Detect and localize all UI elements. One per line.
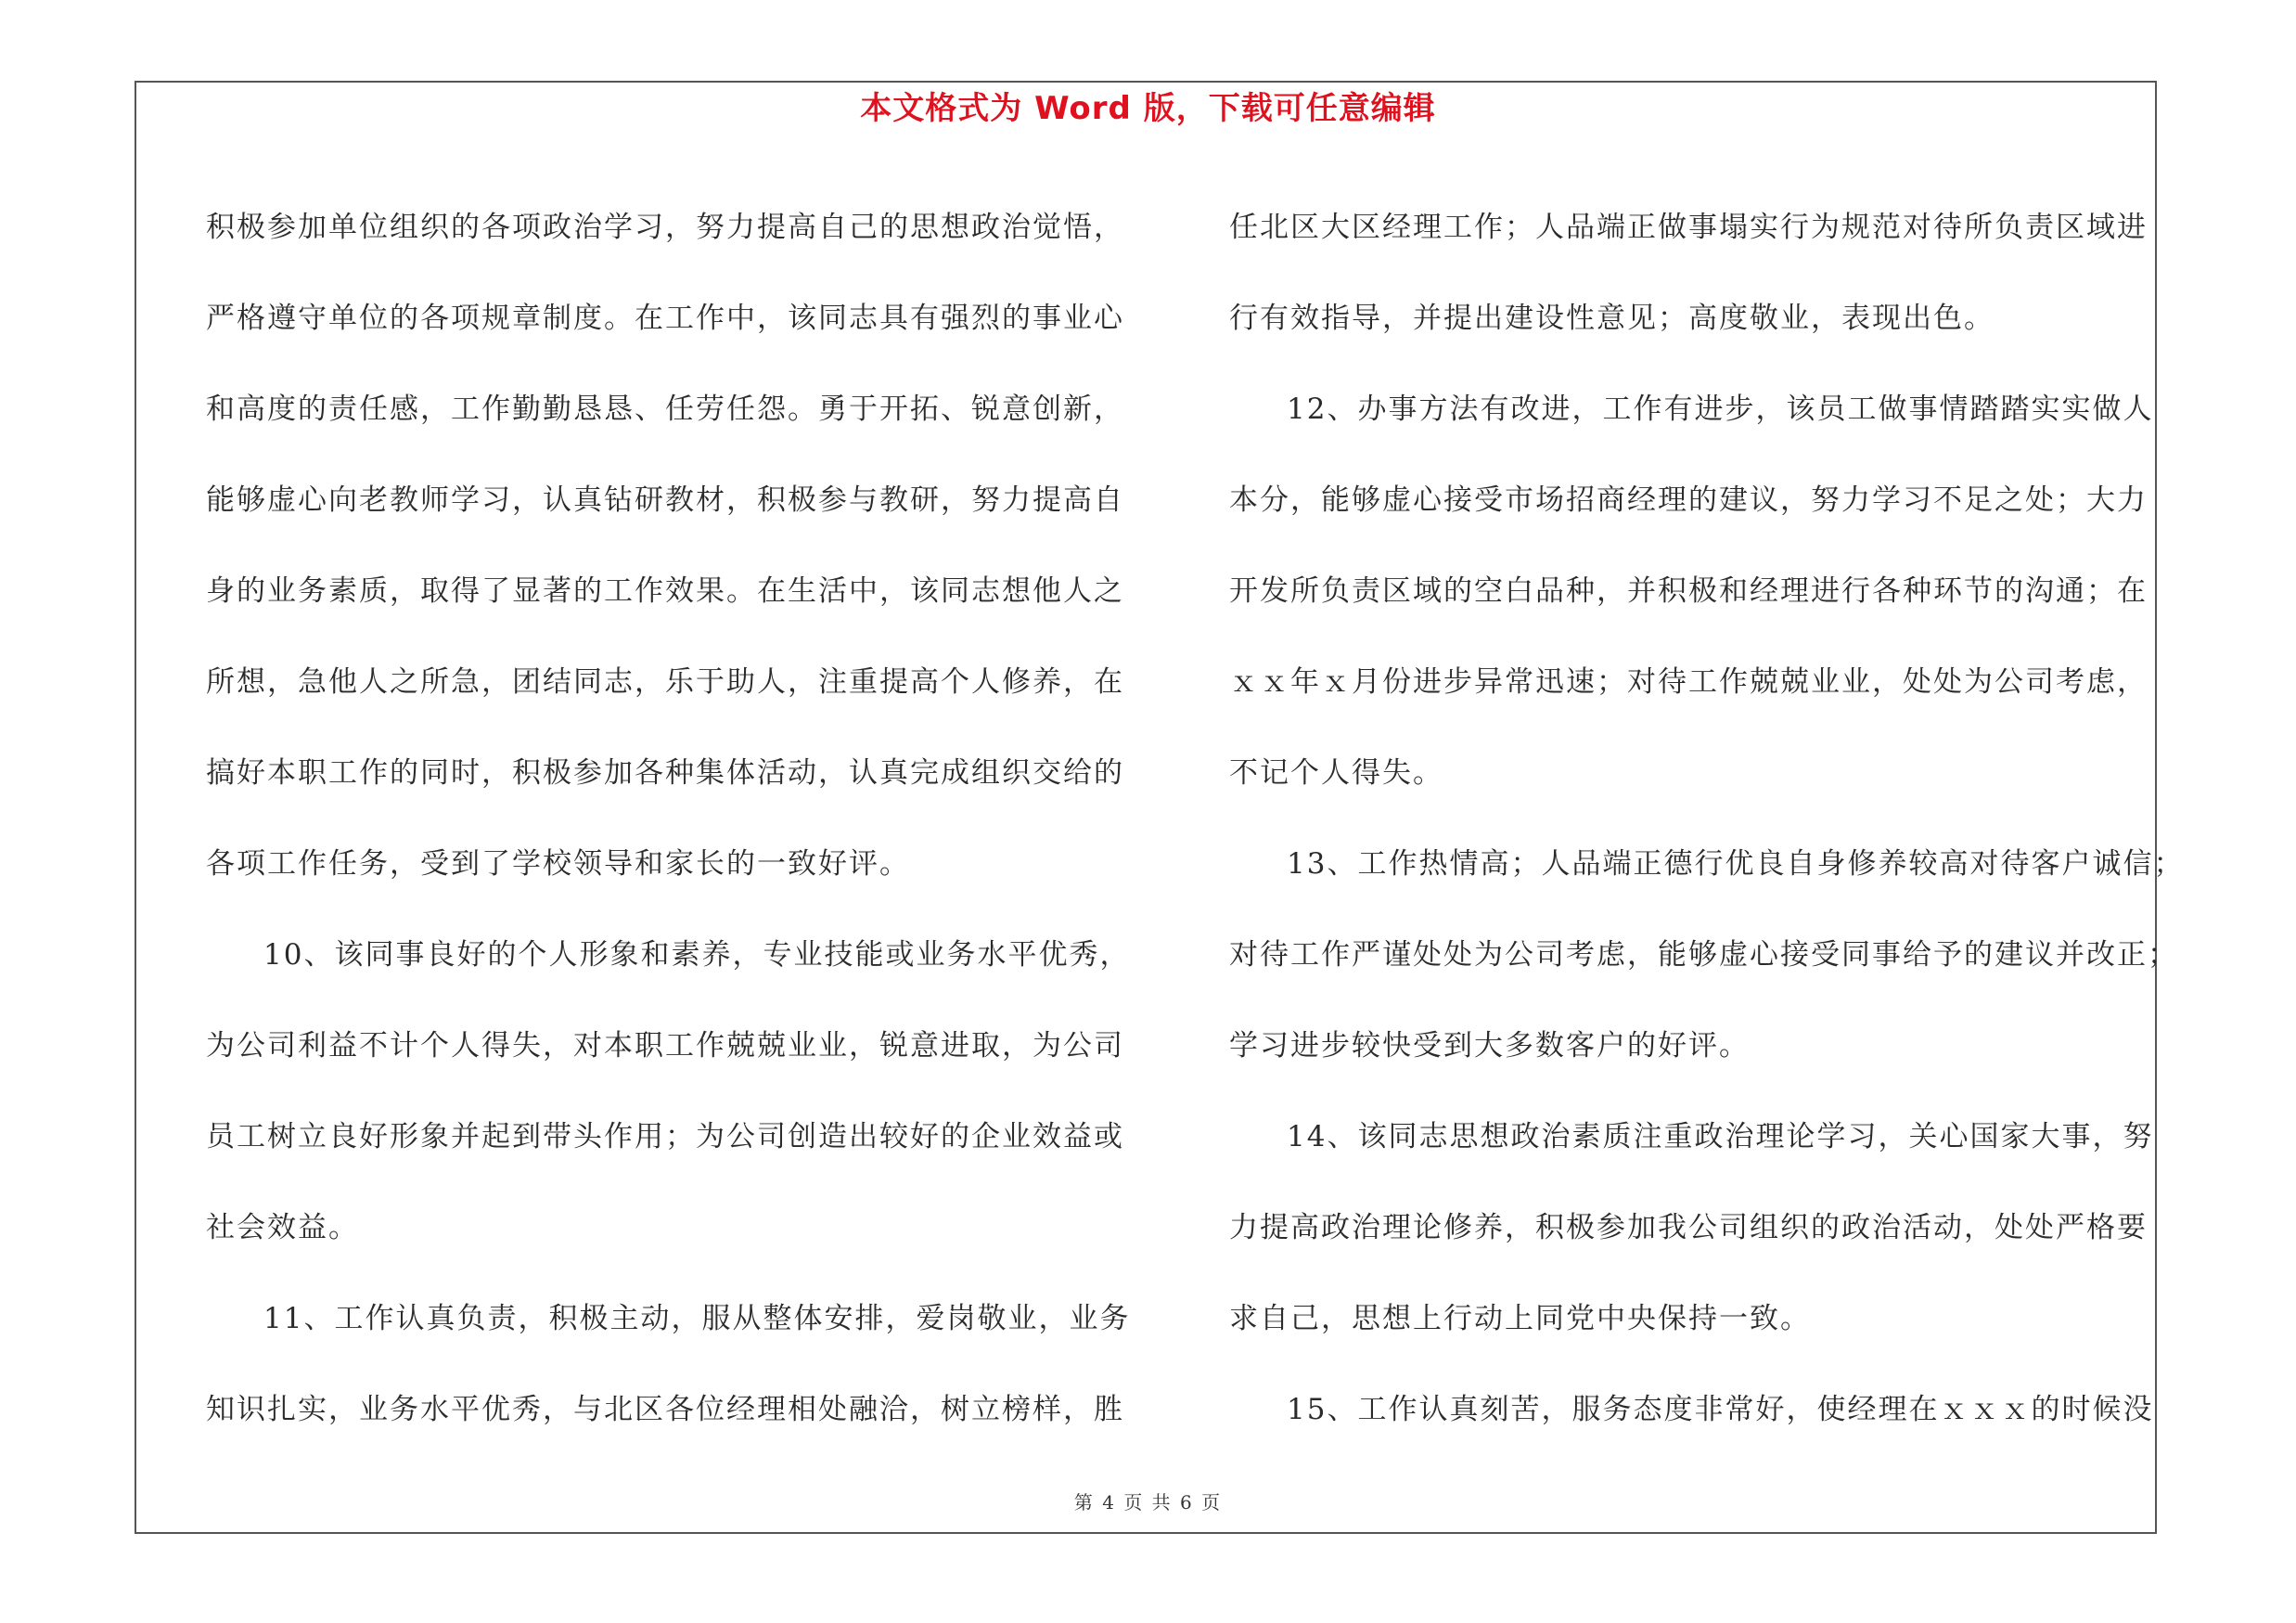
right-column	[1229, 182, 2185, 1455]
left-column	[206, 182, 1143, 1455]
text-line: 行有效指导，并提出建设性意见；高度敬业，表现出色。	[1229, 302, 1995, 335]
page-number-footer: 第 4 页 共 6 页	[1073, 1491, 1223, 1514]
paragraph-start-line: 11、工作认真负责，积极主动，服从整体安排，爱岗敬业，业务	[263, 1302, 1131, 1335]
paragraph-start-line: 15、工作认真刻苦，服务态度非常好，使经理在ｘｘｘ的时候没	[1287, 1393, 2154, 1426]
paragraph-start-line: 10、该同事良好的个人形象和素养，专业技能或业务水平优秀，	[263, 938, 1131, 972]
paragraph-start-line: 14、该同志思想政治素质注重政治理论学习，关心国家大事，努	[1287, 1120, 2154, 1153]
text-line: 开发所负责区域的空白品种，并积极和经理进行各种环节的沟通；在	[1229, 574, 2148, 608]
text-line: 能够虚心向老教师学习，认真钻研教材，积极参与教研，努力提高自	[206, 483, 1124, 517]
paragraph-start-line: 12、办事方法有改进，工作有进步，该员工做事情踏踏实实做人	[1287, 393, 2154, 426]
text-line: 和高度的责任感，工作勤勤恳恳、任劳任怨。勇于开拓、锐意创新，	[206, 393, 1124, 426]
text-line: 员工树立良好形象并起到带头作用；为公司创造出较好的企业效益或	[206, 1120, 1124, 1153]
text-line: 为公司利益不计个人得失，对本职工作兢兢业业，锐意进取，为公司	[206, 1029, 1124, 1063]
text-line: 身的业务素质，取得了显著的工作效果。在生活中，该同志想他人之	[206, 574, 1124, 608]
text-line: 对待工作严谨处处为公司考虑，能够虚心接受同事给予的建议并改正；	[1229, 938, 2178, 972]
paragraph-start-line: 13、工作热情高；人品端正德行优良自身修养较高对待客户诚信；	[1287, 847, 2185, 881]
text-line: 搞好本职工作的同时，积极参加各种集体活动，认真完成组织交给的	[206, 756, 1124, 790]
text-line: 所想，急他人之所急，团结同志，乐于助人，注重提高个人修养，在	[206, 665, 1124, 699]
format-banner: 本文格式为 Word 版，下载可任意编辑	[860, 90, 1436, 127]
text-line: 社会效益。	[206, 1211, 359, 1244]
text-line: 严格遵守单位的各项规章制度。在工作中，该同志具有强烈的事业心	[206, 302, 1124, 335]
text-line: 各项工作任务，受到了学校领导和家长的一致好评。	[206, 847, 910, 881]
text-line: 不记个人得失。	[1229, 756, 1443, 790]
text-line: 本分，能够虚心接受市场招商经理的建议，努力学习不足之处；大力	[1229, 483, 2148, 517]
text-line: 力提高政治理论修养，积极参加我公司组织的政治活动，处处严格要	[1229, 1211, 2148, 1244]
text-line: 任北区大区经理工作；人品端正做事塌实行为规范对待所负责区域进	[1229, 211, 2148, 244]
text-line: 积极参加单位组织的各项政治学习，努力提高自己的思想政治觉悟，	[206, 211, 1124, 244]
text-line: 知识扎实，业务水平优秀，与北区各位经理相处融洽，树立榜样，胜	[206, 1393, 1124, 1426]
text-line: 求自己，思想上行动上同党中央保持一致。	[1229, 1302, 1811, 1335]
text-line: 学习进步较快受到大多数客户的好评。	[1229, 1029, 1750, 1063]
text-line: ｘｘ年ｘ月份进步异常迅速；对待工作兢兢业业，处处为公司考虑，	[1229, 665, 2148, 699]
